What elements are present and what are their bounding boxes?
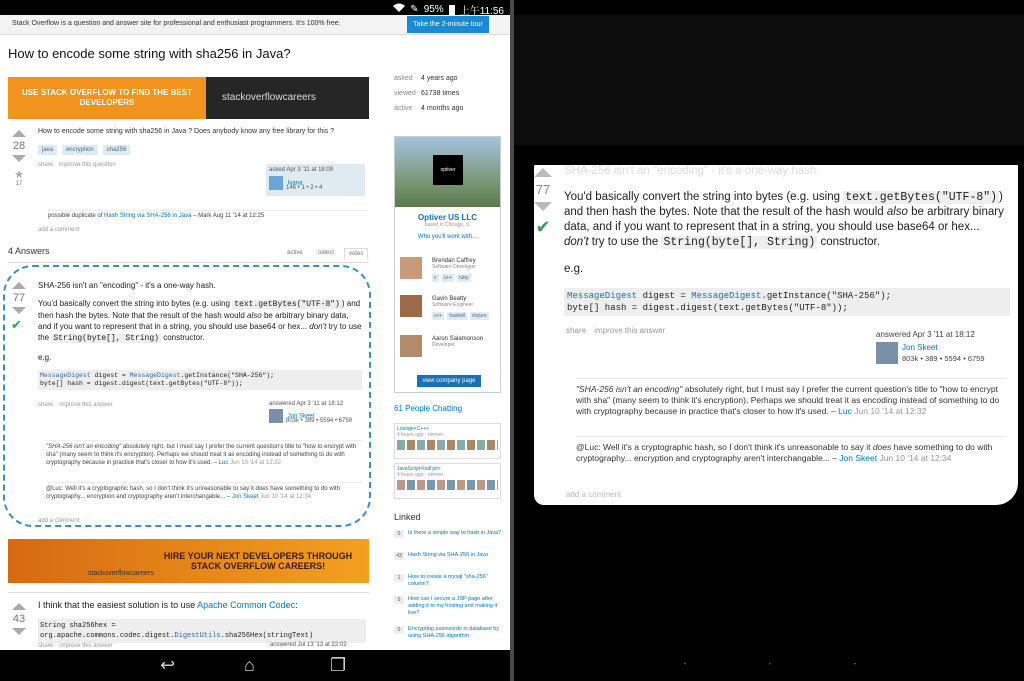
favorite-count: 17	[15, 181, 23, 187]
code-text: .sha256Hex(stringText)	[220, 632, 314, 640]
answer-divider	[8, 592, 369, 593]
answer-p2	[38, 298, 362, 344]
answer-p2-part: ) and then hash the bytes. Note that the result of the hash would	[564, 191, 1003, 218]
downvote-arrow-icon[interactable]	[12, 628, 26, 635]
code-class-name: MessageDigest	[129, 372, 181, 379]
accepted-check-icon: ✔	[11, 317, 22, 332]
question-title[interactable]: How to encode some string with sha256 in Java?	[8, 46, 291, 61]
linked-item[interactable]	[394, 596, 504, 622]
home-icon[interactable]: ⌂	[244, 655, 255, 675]
wifi-icon	[393, 3, 405, 16]
inline-code-getbytes: text.getBytes("UTF-8")	[234, 300, 340, 309]
comment-em: "SHA-256 isn't an encoding"	[576, 384, 683, 394]
chat-room-meta: 4 hours ago - rlemon	[397, 432, 444, 438]
linked-item[interactable]	[394, 626, 504, 648]
inline-code-string-ctor: String(byte[], String)	[53, 334, 159, 343]
answer2-text-part: I think that the easiest solution is to use	[38, 600, 198, 610]
code-class-name: MessageDigest	[40, 372, 91, 379]
answer-p2-em: also	[886, 206, 908, 218]
comment-em: does	[872, 442, 892, 452]
comment-text: @Luc: Well it's a cryptographic hash, so I don't think it's unreasonable to say it	[576, 442, 873, 452]
comment-text: absolutely right, but I must say I prefer the current question's title to "how to encrypt with sha" (many seem to think it's encryption). Perhaps we should treat it as encoding instead of something to do with cryptography because in practice that's closer to how it's used. –	[46, 444, 357, 466]
upvote-arrow-icon[interactable]	[12, 603, 26, 610]
answer-p2-part: constructor.	[160, 333, 205, 342]
answer-eg: e.g.	[38, 353, 52, 362]
answer-add-comment[interactable]: add a comment	[38, 518, 80, 524]
answer2-text-part: :	[295, 600, 298, 610]
optiver-logo: optiver	[433, 155, 463, 185]
zoom-answered-date: answered Apr 3 '11 at 18:12	[876, 330, 975, 339]
linked-title[interactable]: How to create a mysql "sha-256" column?	[408, 574, 488, 587]
apache-codec-link[interactable]: Apache Common Codec	[197, 600, 296, 610]
stat-asked-value: 4 years ago	[421, 75, 458, 82]
question-text: How to encode some string with sha256 in Java ? Does anybody know any free library for this ?	[38, 128, 335, 135]
stat-asked-label: asked	[394, 75, 413, 82]
tab-votes[interactable]: votes	[344, 248, 368, 259]
duplicate-comment	[48, 210, 368, 219]
answer-p2-em: also	[247, 311, 262, 320]
company-name[interactable]: Optiver US LLC	[417, 213, 478, 222]
chat-room-javascript[interactable]	[394, 463, 501, 499]
answer-p2-part: try to use the	[588, 236, 662, 248]
comment-user-jon[interactable]: Jon Skeet	[839, 453, 878, 463]
battery-icon	[449, 5, 455, 15]
upvote-arrow-icon[interactable]	[534, 168, 552, 177]
comment-date: Jun 10 '14 at 12:34	[879, 453, 952, 463]
take-tour-button[interactable]: Take the 2-minute tour	[407, 16, 489, 33]
answer-p2-part: be arbitrary binary data, and if you want to represent that in a string, you should use base64 or hex...	[564, 206, 1004, 233]
comment-user-jon[interactable]: Jon Skeet	[231, 494, 259, 500]
comment-date: Jun 10 '14 at 12:34	[260, 494, 312, 500]
comment-text: have something to do with cryptography... encryption and cryptography aren't interchangable... –	[576, 442, 993, 463]
answerer-reputation: 803k • 389 • 5594 • 6759	[286, 418, 353, 424]
question-share-link[interactable]: share	[38, 162, 54, 168]
chat-room-name: Lounge<C++>	[397, 426, 429, 432]
code-class-name: MessageDigest	[567, 291, 638, 301]
comment-user-luc[interactable]: Luc	[838, 406, 852, 416]
careers-ad-top-text: USE STACK OVERFLOW TO FIND THE BEST DEVELOPERS	[8, 77, 206, 119]
careers-ad-top-logo: stackoverflowcareers	[206, 77, 369, 119]
comment-date: Jun 10 '14 at 12:32	[230, 460, 281, 466]
tag-java[interactable]: java	[38, 145, 57, 155]
answer2-vote-count: 43	[12, 613, 26, 625]
tag-sha256[interactable]: sha256	[103, 145, 131, 155]
zoom-vote-count: 77	[535, 182, 551, 197]
comment-em: "SHA-256 isn't an encoding"	[46, 444, 122, 450]
stat-viewed	[394, 90, 460, 97]
answer-vote-cell	[11, 282, 27, 332]
back-icon[interactable]: ↩	[160, 655, 176, 675]
person-tag: ruby	[458, 275, 469, 281]
stat-active	[394, 105, 464, 112]
answer2-share-link[interactable]: share	[38, 643, 54, 649]
person-name: Brendan Caffrey	[432, 258, 476, 264]
linked-item[interactable]	[394, 530, 504, 546]
linked-count: 1	[394, 574, 404, 582]
linked-item[interactable]	[394, 574, 504, 590]
status-bar	[0, 0, 510, 15]
stat-viewed-label: viewed	[394, 90, 416, 97]
answer-share-link[interactable]: share	[38, 402, 54, 408]
person-tag: c	[434, 275, 437, 281]
person-tag: c++	[434, 313, 443, 319]
answer-p2-part: ) and then hash the bytes. Note that the result of the hash would	[38, 299, 361, 320]
chat-header[interactable]: 61 People Chatting	[394, 404, 463, 413]
comment-em: does	[255, 486, 269, 492]
question-vote-cell	[11, 130, 27, 187]
zoom-answerer-avatar[interactable]	[876, 342, 898, 364]
stat-asked	[394, 75, 458, 82]
asker-card	[266, 164, 365, 196]
upvote-arrow-icon[interactable]	[12, 130, 26, 137]
answer-actions	[38, 399, 113, 408]
comment-text: absolutely right, but I must say I prefer the current question's title to "how to encrypt with sha" (many seem to think it's encryption). Perhaps we should treat it as encoding instead of something to do with cryptography because in practice that's closer to how it's used. –	[576, 384, 1000, 416]
status-bar-right	[514, 0, 1024, 15]
linked-item[interactable]	[394, 552, 504, 568]
answered-date: answered Apr 3 '11 at 18:12	[269, 401, 344, 407]
zoom-answer-p1: SHA-256 isn't an "encoding" - it's a one-way hash.	[564, 165, 820, 177]
inline-code-string-ctor: String(byte[], String)	[663, 236, 816, 249]
comment-divider	[576, 436, 1006, 437]
person-title: Software Developer	[432, 264, 476, 270]
asker-avatar[interactable]	[269, 176, 283, 190]
answer-p2-part: You'd basically convert the string into bytes (e.g. using	[564, 191, 844, 203]
answer-p2-part: You'd basically convert the string into bytes (e.g. using	[38, 299, 233, 308]
person-photo	[400, 335, 422, 357]
zoom-answer-actions	[566, 326, 665, 335]
comment-user-luc[interactable]: Luc	[218, 460, 229, 466]
nav-dot-icon: •	[854, 662, 857, 668]
person-title: Developer	[432, 342, 455, 348]
question-vote-count: 28	[12, 140, 26, 152]
answer-p2-em: don't	[309, 322, 327, 331]
site-intro-text: Stack Overflow is a question and answer site for professional and enthusiast programmers. It's 100% free.	[12, 20, 341, 27]
code-class-name: MessageDigest	[691, 291, 762, 301]
downvote-arrow-icon[interactable]	[534, 202, 552, 211]
code-text: digest =	[637, 291, 692, 301]
downvote-arrow-icon[interactable]	[12, 155, 26, 162]
answer-p1: SHA-256 isn't an "encoding" - it's a one-way hash.	[38, 281, 216, 290]
tab-oldest[interactable]: oldest	[318, 250, 335, 256]
chat-avatars	[397, 440, 498, 450]
zoom-answer-eg: e.g.	[564, 263, 584, 275]
answer2-actions	[38, 640, 113, 649]
tab-active[interactable]: active	[287, 250, 303, 256]
tag-encryption[interactable]: encryption	[62, 145, 98, 155]
person-tag: c++	[443, 275, 452, 281]
linked-title[interactable]: How can I secure a JSP page after adding it to my hosting and making it live?	[408, 596, 498, 616]
person-title: Software Engineer	[432, 302, 474, 308]
answer-code-block	[38, 370, 362, 390]
edit-icon: ✎	[410, 4, 419, 15]
chat-room-name: JavaScript<ball pit>	[397, 466, 441, 472]
code-line-2: byte[] hash = digest.digest(text.getBytes("UTF-8"));	[40, 380, 243, 387]
answer-vote-count: 77	[12, 292, 26, 304]
favorite-star-icon[interactable]: ★	[14, 169, 24, 181]
chat-avatars	[397, 480, 498, 490]
answerer-name[interactable]: Jon Skeet	[287, 413, 315, 420]
zoom-answerer-rep: 803k • 389 • 5594 • 6759	[902, 354, 985, 363]
zoom-answer-p2	[564, 190, 1004, 250]
downvote-arrow-icon[interactable]	[12, 307, 26, 314]
question-improve-link[interactable]: improve this question	[58, 162, 116, 168]
chat-room-lounge[interactable]	[394, 423, 501, 459]
stat-active-label: active	[394, 105, 413, 112]
nav-dot-icon: •	[769, 662, 772, 668]
careers-ad-bottom-logo: stackoverflowcareers	[88, 570, 154, 577]
answer-improve-link[interactable]: improve this answer	[59, 402, 113, 408]
answerer-card	[266, 398, 364, 428]
zoom-comment-jon	[576, 442, 1006, 464]
chat-room-meta: 4 hours ago - rlemon	[397, 472, 444, 478]
answer-p2-em: don't	[564, 236, 589, 248]
zoom-comment-luc	[576, 384, 1006, 417]
view-company-button[interactable]: view company page	[417, 375, 481, 387]
company-ad[interactable]	[394, 136, 501, 393]
answer-p2-part: try to use the	[38, 322, 362, 342]
comment-luc	[46, 440, 362, 467]
person-name: Aaron Salamonson	[432, 336, 484, 342]
answer2-date: answered Jul 13 '13 at 22:02	[270, 642, 347, 648]
asked-date: asked Apr 3 '11 at 18:09	[269, 167, 334, 173]
linked-count: 43	[394, 552, 404, 560]
linked-header: Linked	[394, 512, 421, 522]
linked-count: 0	[394, 530, 404, 538]
question-tags	[38, 145, 378, 155]
careers-ad-bottom-text: HIRE YOUR NEXT DEVELOPERS THROUGH STACK OVERFLOW CAREERS!	[163, 551, 353, 571]
linked-count: 0	[394, 596, 404, 604]
black-band	[514, 145, 1024, 165]
answers-count: 4 Answers	[8, 246, 50, 256]
careers-ad-bottom[interactable]	[8, 539, 369, 583]
linked-title[interactable]: Encrypting passwords in database by using SHA-256 algorithm	[408, 626, 500, 639]
navigation-bar-right	[514, 650, 1024, 681]
zoom-add-comment[interactable]: add a comment	[566, 490, 622, 499]
duplicate-link[interactable]: Hash String via SHA-256 in Java	[104, 213, 192, 219]
comment-date: Jun 10 '14 at 12:32	[854, 406, 927, 416]
duplicate-prefix: possible duplicate of	[48, 213, 103, 219]
comment-text: have something to do with cryptography... encryption and cryptography aren't interchangable... –	[46, 486, 340, 500]
asker-name[interactable]: Ivana	[287, 180, 303, 187]
answer2-text	[38, 600, 362, 611]
code-class-name: DigestUtils	[174, 632, 221, 640]
person-photo	[400, 257, 422, 279]
inline-code-getbytes: text.getBytes("UTF-8")	[845, 191, 998, 204]
code-text: .getInstance("SHA-256");	[180, 372, 275, 379]
code-text: .getInstance("SHA-256");	[761, 291, 892, 301]
answer-p2-part: constructor.	[817, 236, 880, 248]
question-body	[38, 128, 378, 168]
code-text: String sha256hex = org.apache.commons.codec.digest.	[40, 622, 175, 640]
status-items	[393, 2, 504, 17]
answers-divider	[8, 262, 369, 263]
person-name: Gavin Beatty	[432, 296, 467, 302]
zoom-improve-link[interactable]: improve this answer	[594, 326, 666, 335]
linked-title[interactable]: Is there a simple way to hash in Java?	[408, 530, 502, 536]
zoom-answerer-name[interactable]: Jon Skeet	[902, 343, 938, 352]
code-text: digest =	[90, 372, 130, 379]
comment-divider	[576, 378, 1006, 379]
person-tag: clojure	[471, 313, 487, 319]
linked-count: 0	[394, 626, 404, 634]
person-photo	[400, 295, 422, 317]
asker-reputation: 146 • 1 • 2 • 4	[286, 185, 323, 191]
top-dark-area	[514, 15, 1024, 145]
answerer-avatar[interactable]	[269, 409, 283, 423]
person-tag: haskell	[449, 313, 465, 319]
zoom-vote-cell	[532, 168, 554, 238]
code-line-2: byte[] hash = digest.digest(text.getBytes("UTF-8"));	[567, 303, 848, 313]
company-location: based in Chicago, IL	[424, 222, 471, 228]
answer-p2-part: be arbitrary binary data, and if you want to represent that in a string, you should use base64 or hex...	[38, 311, 349, 331]
recents-icon[interactable]: ❐	[330, 655, 347, 675]
duplicate-by: – Mark Aug 11 '14 at 12:25	[193, 213, 265, 219]
answer2-vote-cell	[11, 603, 27, 635]
comment-jon-skeet	[46, 482, 362, 501]
battery-percent: 95%	[423, 4, 444, 15]
comment-text: @Luc: Well it's a cryptographic hash, so I don't think it's unreasonable to say it	[46, 486, 256, 492]
navigation-bar	[0, 650, 510, 681]
clock: 上午11:56	[459, 6, 504, 17]
careers-ad-top[interactable]	[8, 77, 369, 119]
left-screen	[0, 0, 510, 681]
nav-dot-icon: •	[684, 662, 687, 668]
linked-title[interactable]: Hash String via SHA-256 in Java	[408, 552, 489, 558]
zoom-code-block	[564, 288, 1010, 316]
stat-viewed-value: 61738 times	[421, 90, 460, 97]
accepted-check-icon: ✔	[535, 217, 551, 237]
question-add-comment[interactable]: add a comment	[38, 227, 80, 233]
zoom-answerer-card	[876, 330, 1008, 366]
who-heading: Who you'll work with...	[417, 234, 478, 240]
answer2-improve-link[interactable]: improve this answer	[59, 643, 113, 649]
stat-active-value: 4 months ago	[421, 105, 464, 112]
upvote-arrow-icon[interactable]	[12, 282, 26, 289]
zoom-share-link[interactable]: share	[566, 326, 587, 335]
